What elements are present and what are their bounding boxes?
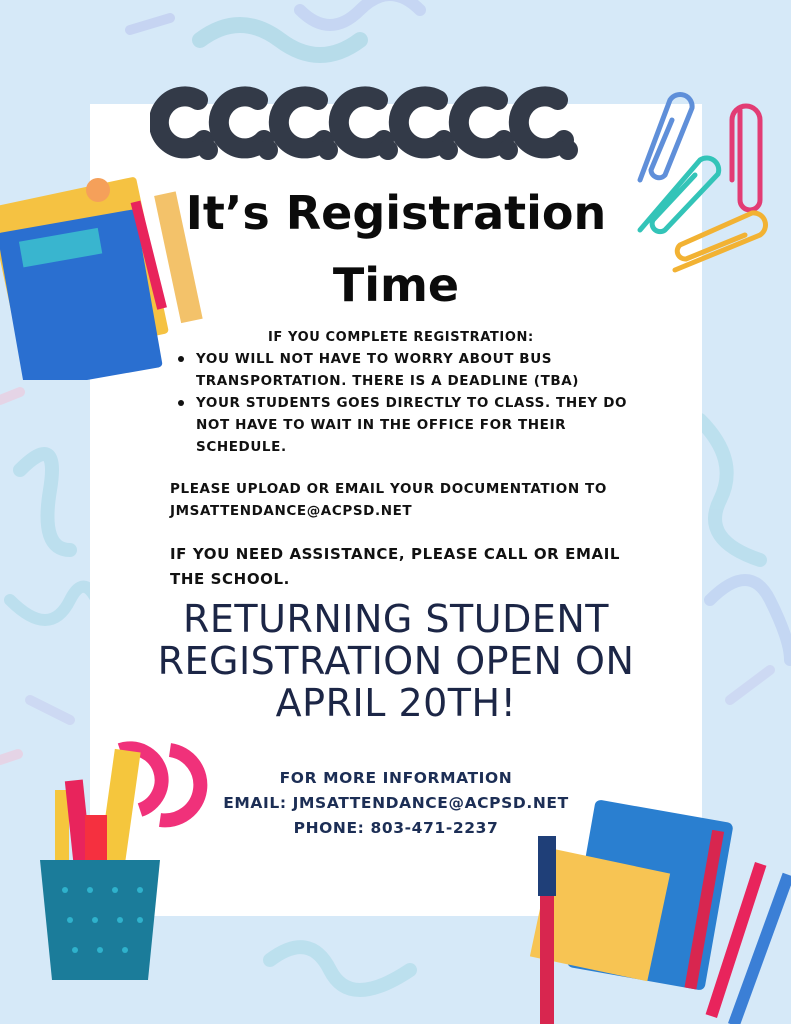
- ring-icon: [519, 96, 564, 148]
- binder-rings: [150, 70, 630, 170]
- benefits-list: [178, 348, 658, 458]
- announcement-line: RETURNING STUDENT: [183, 597, 609, 641]
- announcement-line: APRIL 20TH!: [275, 681, 517, 725]
- squiggle-decoration: [0, 754, 18, 760]
- squiggle-decoration: [30, 700, 70, 720]
- registration-announcement: [130, 598, 662, 724]
- squiggle-decoration: [0, 392, 20, 400]
- ring-icon: [459, 96, 504, 148]
- squiggle-decoration: [710, 580, 790, 660]
- squiggle-decoration: [270, 947, 410, 990]
- contact-heading: FOR MORE INFORMATION: [279, 769, 513, 787]
- assistance-note: IF YOU NEED ASSISTANCE, PLEASE CALL OR EMAIL THE SCHOOL.: [170, 545, 621, 588]
- ring-icon: [159, 96, 204, 148]
- contact-info: [170, 766, 622, 841]
- paperclips: [610, 80, 791, 280]
- squiggle-decoration: [20, 454, 70, 550]
- registration-heading: IF YOU COMPLETE REGISTRATION:: [268, 330, 534, 345]
- squiggle-decoration: [130, 18, 170, 30]
- squiggle-decoration: [300, 0, 420, 25]
- list-item: YOU WILL NOT HAVE TO WORRY ABOUT BUS TRANSPORTATION. THERE IS A DEADLINE (TBA): [178, 348, 658, 392]
- ring-icon: [219, 96, 264, 148]
- ring-icon: [399, 96, 444, 148]
- ring-icon: [339, 96, 384, 148]
- squiggle-decoration: [700, 420, 760, 560]
- page-title: It’s Registration: [185, 186, 607, 240]
- contact-email: EMAIL: JMSATTENDANCE@ACPSD.NET: [223, 794, 569, 812]
- page-title-line2: Time: [332, 258, 460, 312]
- upload-instructions: PLEASE UPLOAD OR EMAIL YOUR DOCUMENTATION TO JMSATTENDANCE@ACPSD.NET: [170, 481, 607, 519]
- paperclip-icon: [640, 94, 692, 180]
- list-item: YOUR STUDENTS GOES DIRECTLY TO CLASS. THEY DO NOT HAVE TO WAIT IN THE OFFICE FOR THEIR SCHEDULE.: [178, 392, 658, 458]
- squiggle-decoration: [730, 670, 770, 700]
- contact-phone: PHONE: 803-471-2237: [293, 819, 499, 837]
- announcement-line: REGISTRATION OPEN ON: [157, 639, 635, 683]
- paperclip-icon: [732, 106, 760, 210]
- ring-icon: [279, 96, 324, 148]
